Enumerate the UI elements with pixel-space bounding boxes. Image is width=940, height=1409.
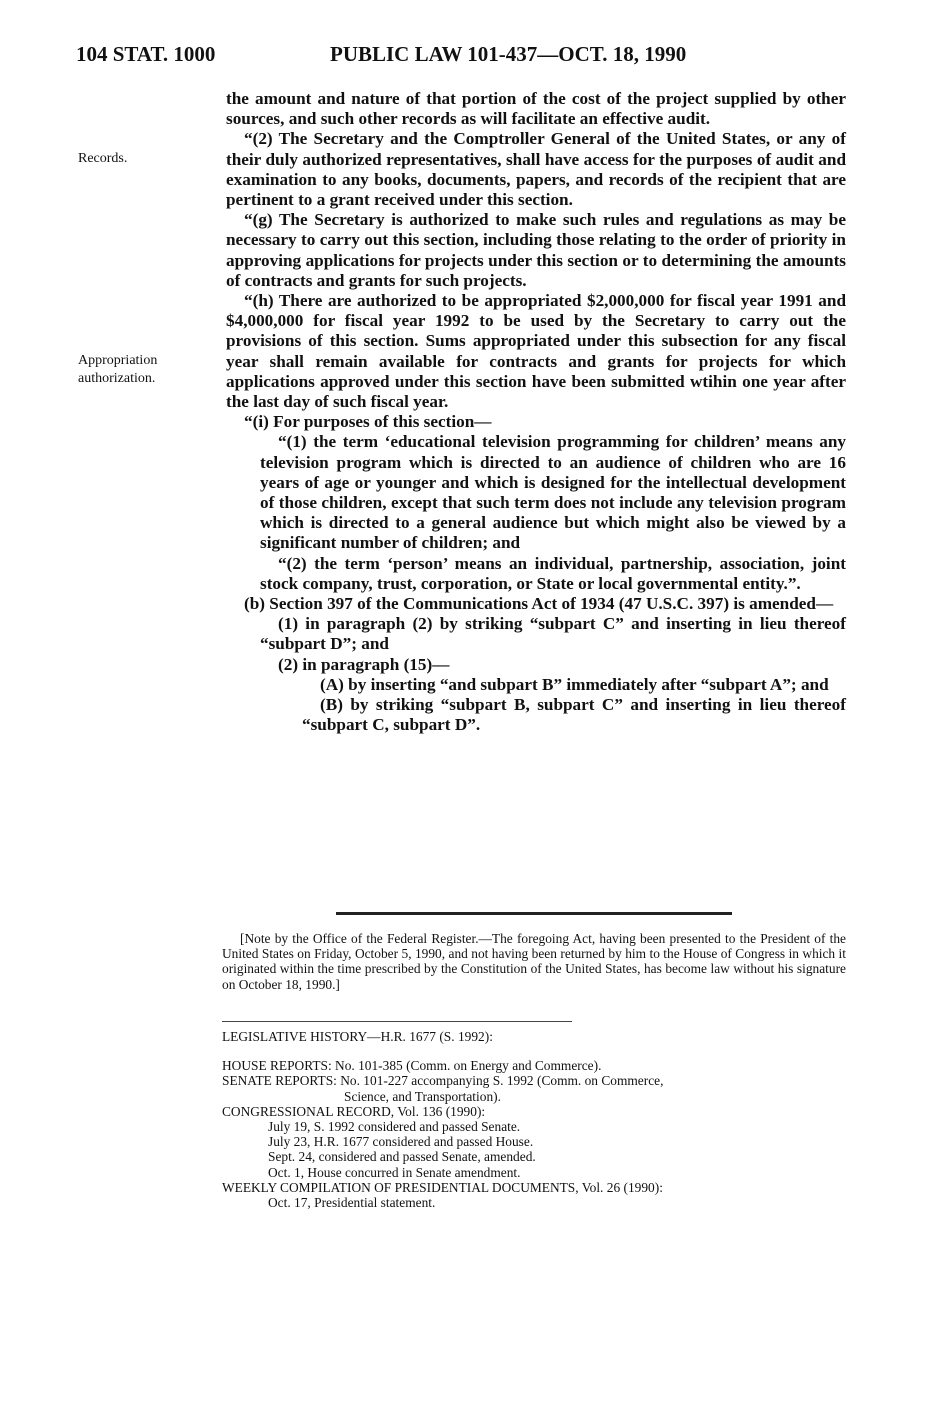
weekly-compilation: WEEKLY COMPILATION OF PRESIDENTIAL DOCUMENTS, Vol. 26 (1990):: [222, 1179, 663, 1195]
congressional-record: CONGRESSIONAL RECORD, Vol. 136 (1990):: [222, 1103, 486, 1119]
paragraph-amend-2a: (A) by inserting “and subpart B” immediately after “subpart A”; and: [320, 674, 829, 694]
legislative-history-title: LEGISLATIVE HISTORY—H.R. 1677 (S. 1992):: [222, 1029, 493, 1044]
margin-note-appropriation: [78, 352, 157, 388]
section-divider: [336, 912, 732, 915]
record-entry: July 19, S. 1992 considered and passed Senate.: [268, 1119, 521, 1135]
paragraph-records-continued: the amount and nature of that portion of the cost of the project supplied by other sources, and such other records as will facilitate an effective audit.: [226, 89, 846, 129]
paragraph-appropriation: “(h) There are authorized to be appropriated $2,000,000 for fiscal year 1991 and $4,000,000 for fiscal year 1992 to be used by the Secretary to carry out the provisions of this section. Sums appropriated under this subsection for any fiscal year shall remain available for contracts and grants for projects for which applications approved under this section have been submitted wtihin one year after the last day of such fiscal year.: [226, 291, 846, 412]
stat-page-number: 104 STAT. 1000: [76, 42, 216, 66]
public-law-title: PUBLIC LAW 101-437—OCT. 18, 1990: [330, 42, 687, 66]
paragraph-amend-2b: (B) by striking “subpart B, subpart C” and inserting in lieu thereof “subpart C, subpart D”.: [302, 695, 846, 735]
margin-note-records: Records.: [78, 151, 128, 166]
record-entry: July 23, H.R. 1677 considered and passed House.: [268, 1134, 534, 1150]
margin-note-appropriation-line1: Appropriation: [78, 353, 158, 368]
paragraph-definition-person: “(2) the term ‘person’ means an individual, partnership, association, joint stock company, trust, corporation, or State or local governmental entity.”.: [260, 553, 846, 593]
paragraph-definitions-intro: “(i) For purposes of this section—: [244, 412, 492, 432]
legislative-history: [222, 1029, 852, 1210]
house-reports: HOUSE REPORTS: No. 101-385 (Comm. on Energy and Commerce).: [222, 1058, 602, 1074]
paragraph-audit-access: “(2) The Secretary and the Comptroller General of the United States, or any of their duly authorized representatives, shall have access for the purposes of audit and examination to any books, documents, papers, and records of the recipient that are pertinent to a grant received under this section.: [226, 129, 846, 210]
record-entry: Sept. 24, considered and passed Senate, amended.: [268, 1149, 536, 1165]
paragraph-amend-1: (1) in paragraph (2) by striking “subpart C” and inserting in lieu thereof “subpart D”; and: [260, 614, 846, 654]
page-header: [76, 42, 876, 72]
weekly-entry: Oct. 17, Presidential statement.: [268, 1195, 436, 1211]
senate-reports: SENATE REPORTS: No. 101-227 accompanying S. 1992 (Comm. on Commerce,: [222, 1073, 664, 1089]
statute-body: [226, 89, 846, 736]
paragraph-section-397: (b) Section 397 of the Communications Act of 1934 (47 U.S.C. 397) is amended—: [244, 594, 834, 614]
federal-register-note: [Note by the Office of the Federal Register.—The foregoing Act, having been presented to the President of the United States on Friday, October 5, 1990, and not having been returned by him to the House of Congress in which it originated within the time prescribed by the Constitution of the United States, has become law without his signature on October 18, 1990.]: [222, 931, 846, 992]
paragraph-rules: “(g) The Secretary is authorized to make such rules and regulations as may be necessary to carry out this section, including those relating to the order of priority in approving applications for projects under this section or to determining the amounts of contracts and grants for such projects.: [226, 210, 846, 290]
margin-note-appropriation-line2: authorization.: [78, 371, 156, 386]
senate-reports-continued: Science, and Transportation).: [344, 1088, 501, 1104]
paragraph-definition-programming: “(1) the term ‘educational television programming for children’ means any television program which is directed to an audience of children who are 16 years of age or younger and which is designed for the intellectual development of those children, except that such term does not include any television program which is directed to a general audience but which might also be viewed by a significant number of children; and: [260, 432, 846, 553]
legislative-history-rule: [222, 1021, 572, 1022]
paragraph-amend-2: (2) in paragraph (15)—: [278, 654, 450, 674]
record-entry: Oct. 1, House concurred in Senate amendment.: [268, 1164, 521, 1180]
